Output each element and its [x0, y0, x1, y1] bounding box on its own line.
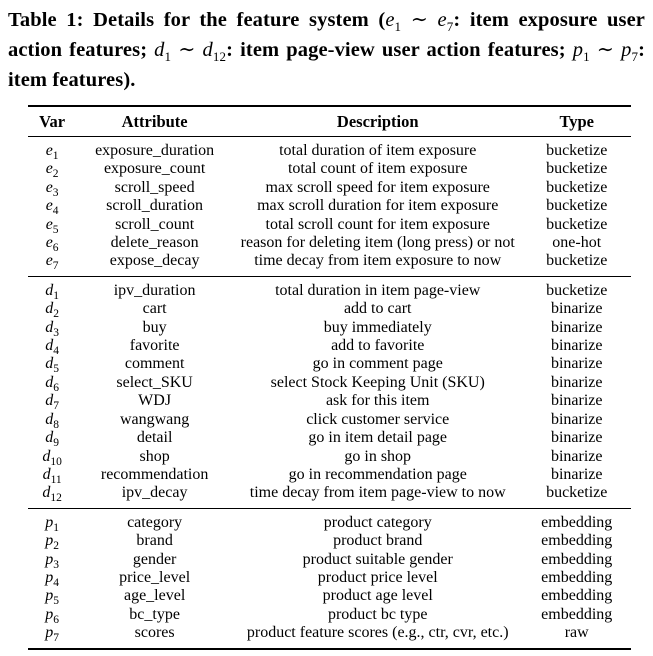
attribute-cell: select_SKU	[116, 373, 193, 391]
feature-row-d8	[28, 411, 631, 429]
description-cell: total count of item exposure	[287, 160, 468, 178]
attribute-cell: exposure_count	[103, 160, 206, 178]
attribute-cell: cart	[142, 300, 167, 318]
var-cell	[28, 484, 76, 508]
caption-segment: 1	[583, 49, 590, 65]
var-cell	[28, 465, 76, 487]
caption-segment: : item features).	[8, 39, 645, 91]
var-subscript: 7	[53, 400, 59, 413]
var-cell	[28, 392, 76, 413]
var-subscript: 12	[50, 492, 62, 505]
caption-segment: d	[202, 39, 213, 61]
description-cell: product price level	[317, 568, 438, 586]
var-symbol: d	[45, 281, 54, 299]
description-cell: go in shop	[344, 447, 412, 465]
attribute-cell: detail	[136, 429, 173, 447]
description-cell: buy immediately	[323, 318, 432, 336]
var-subscript: 4	[53, 577, 59, 590]
description-cell: add to favorite	[331, 337, 425, 355]
type-cell: binarize	[550, 318, 603, 336]
type-cell: binarize	[550, 392, 603, 410]
description-cell: go in comment page	[312, 355, 443, 373]
type-cell: bucketize	[546, 142, 608, 159]
type-cell: binarize	[550, 337, 603, 355]
attribute-cell: scroll_count	[115, 215, 195, 233]
var-symbol: p	[45, 532, 54, 550]
var-symbol: e	[45, 178, 53, 196]
attribute-cell: ipv_duration	[113, 281, 196, 299]
attribute-cell: delete_reason	[110, 234, 199, 252]
attribute-cell: brand	[136, 532, 173, 550]
feature-row-p2	[28, 532, 631, 550]
var-symbol: d	[45, 318, 54, 336]
var-cell	[28, 160, 76, 181]
feature-row-d7	[28, 392, 631, 410]
attribute-cell: comment	[124, 355, 185, 373]
var-symbol: e	[45, 215, 53, 233]
header-row	[28, 106, 631, 137]
type-cell: bucketize	[546, 178, 608, 196]
type-cell: bucketize	[546, 215, 608, 233]
feature-row-p6	[28, 606, 631, 624]
var-subscript: 5	[52, 223, 59, 236]
type-cell: embedding	[541, 587, 613, 605]
var-cell	[28, 137, 76, 161]
description-cell: product bc type	[327, 605, 428, 623]
type-cell: binarize	[550, 373, 603, 391]
type-cell: bucketize	[546, 281, 608, 299]
var-cell	[28, 624, 76, 648]
description-cell: max scroll duration for item exposure	[257, 197, 499, 215]
var-cell	[28, 319, 76, 337]
var-subscript: 2	[52, 168, 59, 181]
caption-segment: 7	[631, 49, 639, 65]
description-cell: max scroll speed for item exposure	[265, 178, 490, 196]
var-symbol: p	[45, 605, 54, 623]
var-symbol: d	[42, 484, 51, 502]
var-symbol: d	[45, 337, 54, 355]
attribute-cell: bc_type	[129, 605, 180, 623]
var-symbol: d	[45, 429, 54, 447]
feature-row-e3	[28, 179, 631, 197]
var-symbol: d	[45, 373, 54, 391]
attribute-cell: WDJ	[138, 392, 172, 410]
caption-segment: Table 1: Details for the feature system (	[8, 9, 386, 31]
var-symbol: d	[45, 300, 54, 318]
feature-table	[28, 105, 631, 650]
attribute-cell: price_level	[119, 568, 191, 586]
type-cell: embedding	[541, 532, 613, 550]
feature-row-d2	[28, 300, 631, 318]
feature-row-d1	[28, 276, 631, 300]
feature-row-d6	[28, 374, 631, 392]
feature-row-p7	[28, 624, 631, 648]
var-cell	[28, 276, 76, 303]
var-cell	[28, 508, 76, 532]
var-cell	[28, 234, 76, 255]
var-cell	[28, 373, 76, 395]
description-cell: product brand	[333, 532, 423, 550]
attribute-cell: favorite	[129, 337, 180, 355]
section-pageview-features	[28, 276, 631, 508]
var-subscript: 9	[53, 437, 59, 450]
var-cell	[28, 252, 76, 276]
var-symbol: d	[45, 392, 54, 410]
description-cell: total scroll count for item exposure	[265, 215, 490, 233]
var-subscript: 3	[53, 326, 59, 339]
var-cell	[28, 448, 76, 466]
var-cell	[28, 429, 76, 450]
description-cell: reason for deleting item (long press) or not	[240, 234, 515, 252]
var-subscript: 4	[52, 205, 59, 218]
column-header-attribute: Attribute	[76, 106, 233, 137]
var-symbol: p	[45, 550, 54, 568]
var-cell	[28, 606, 76, 624]
var-symbol: d	[42, 465, 51, 483]
var-subscript: 2	[53, 308, 59, 321]
attribute-cell: category	[127, 513, 183, 531]
var-subscript: 5	[53, 363, 59, 376]
caption-segment: 7	[446, 19, 454, 35]
var-subscript: 6	[52, 242, 59, 255]
description-cell: product suitable gender	[302, 550, 453, 568]
feature-row-e6	[28, 234, 631, 252]
caption-segment: 1	[394, 19, 402, 35]
attribute-cell: buy	[142, 318, 167, 336]
type-cell: embedding	[541, 513, 613, 531]
feature-row-e1	[28, 137, 631, 161]
type-cell: bucketize	[546, 160, 608, 178]
var-symbol: e	[45, 160, 53, 178]
attribute-cell: recommendation	[100, 465, 209, 483]
description-cell: time decay from item page-view to now	[249, 484, 506, 502]
caption-segment: d	[154, 39, 165, 61]
description-cell: click customer service	[306, 410, 450, 428]
var-subscript: 1	[53, 521, 59, 534]
caption-segment: e	[385, 9, 395, 31]
table-caption	[8, 5, 645, 95]
feature-row-d5	[28, 355, 631, 373]
feature-row-p4	[28, 569, 631, 587]
description-cell: product age level	[322, 587, 433, 605]
caption-segment: p	[572, 39, 584, 61]
var-subscript: 7	[52, 260, 59, 273]
type-cell: embedding	[541, 550, 613, 568]
attribute-cell: shop	[139, 447, 170, 465]
caption-segment: ∼	[171, 39, 203, 61]
var-symbol: p	[45, 513, 54, 531]
attribute-cell: gender	[132, 550, 177, 568]
var-symbol: d	[45, 355, 54, 373]
var-subscript: 6	[53, 613, 59, 626]
var-symbol: d	[42, 447, 51, 465]
var-cell	[28, 179, 76, 197]
feature-row-e7	[28, 252, 631, 276]
description-cell: go in recommendation page	[288, 465, 467, 483]
var-subscript: 5	[53, 595, 59, 608]
var-cell	[28, 197, 76, 218]
feature-row-d9	[28, 429, 631, 447]
description-cell: go in item detail page	[308, 429, 448, 447]
description-cell: total duration of item exposure	[279, 142, 477, 159]
feature-row-p3	[28, 551, 631, 569]
feature-row-d10	[28, 448, 631, 466]
var-symbol: p	[45, 568, 54, 586]
var-cell	[28, 551, 76, 569]
feature-row-d11	[28, 466, 631, 484]
var-subscript: 11	[50, 474, 62, 487]
feature-row-p5	[28, 587, 631, 605]
feature-row-e5	[28, 216, 631, 234]
attribute-cell: scroll_duration	[106, 197, 204, 215]
attribute-cell: ipv_decay	[121, 484, 188, 502]
var-symbol: p	[45, 587, 54, 605]
feature-row-e2	[28, 160, 631, 178]
type-cell: binarize	[550, 410, 603, 428]
type-cell: binarize	[550, 465, 603, 483]
description-cell: add to cart	[343, 300, 412, 318]
var-symbol: e	[45, 142, 53, 159]
type-cell: binarize	[550, 300, 603, 318]
feature-row-p1	[28, 508, 631, 532]
var-cell	[28, 337, 76, 358]
feature-row-e4	[28, 197, 631, 215]
var-cell	[28, 587, 76, 608]
var-subscript: 2	[53, 540, 59, 553]
attribute-cell: scores	[134, 624, 175, 642]
var-symbol: e	[45, 252, 53, 270]
var-cell	[28, 568, 76, 590]
type-cell: binarize	[550, 355, 603, 373]
description-cell: time decay from item exposure to now	[254, 252, 502, 270]
section-item-features	[28, 508, 631, 648]
attribute-cell: wangwang	[119, 410, 190, 428]
var-subscript: 6	[53, 382, 59, 395]
type-cell: one-hot	[552, 234, 602, 252]
var-symbol: e	[45, 234, 53, 252]
caption-segment: : item page-view user action features;	[226, 39, 573, 61]
description-cell: select Stock Keeping Unit (SKU)	[270, 373, 485, 391]
var-subscript: 3	[52, 187, 59, 199]
type-cell: bucketize	[546, 484, 608, 502]
feature-row-d4	[28, 337, 631, 355]
column-header-description: Description	[233, 106, 522, 137]
var-subscript: 7	[53, 632, 59, 645]
caption-segment: 12	[212, 49, 227, 65]
feature-row-d3	[28, 319, 631, 337]
feature-row-d12	[28, 484, 631, 508]
caption-segment: : item exposure user action features;	[8, 9, 646, 61]
caption-segment: 1	[164, 49, 172, 65]
caption-segment: ∼	[589, 39, 622, 61]
var-subscript: 4	[53, 345, 59, 358]
var-symbol: e	[45, 197, 53, 215]
attribute-cell: exposure_duration	[95, 142, 215, 159]
caption-segment: p	[621, 39, 632, 61]
var-symbol: d	[45, 410, 54, 428]
description-cell: total duration in item page-view	[275, 281, 481, 299]
column-header-type: Type	[522, 106, 631, 137]
table-header	[28, 106, 631, 137]
section-exposure-features	[28, 137, 631, 277]
var-cell	[28, 532, 76, 553]
attribute-cell: scroll_speed	[114, 178, 195, 196]
description-cell: product category	[323, 513, 432, 531]
var-cell	[28, 355, 76, 376]
var-subscript: 10	[50, 455, 62, 468]
type-cell: embedding	[541, 605, 613, 623]
column-header-var: Var	[28, 106, 76, 137]
var-symbol: p	[45, 624, 54, 642]
var-cell	[28, 411, 76, 429]
description-cell: product feature scores (e.g., ctr, cvr, etc.)	[246, 624, 509, 642]
var-subscript: 3	[53, 558, 59, 571]
var-subscript: 1	[53, 290, 59, 303]
type-cell: binarize	[550, 429, 603, 447]
type-cell: bucketize	[546, 197, 608, 215]
var-cell	[28, 216, 76, 234]
caption-segment: e	[437, 9, 447, 31]
var-subscript: 1	[52, 150, 59, 163]
type-cell: binarize	[550, 447, 603, 465]
description-cell: ask for this item	[325, 392, 430, 410]
type-cell: raw	[564, 624, 589, 642]
table-container	[28, 105, 631, 650]
var-cell	[28, 300, 76, 321]
type-cell: bucketize	[546, 252, 608, 270]
type-cell: embedding	[541, 568, 613, 586]
attribute-cell: age_level	[123, 587, 186, 605]
caption-segment: ∼	[401, 9, 438, 31]
attribute-cell: expose_decay	[109, 252, 200, 270]
var-subscript: 8	[53, 418, 59, 431]
